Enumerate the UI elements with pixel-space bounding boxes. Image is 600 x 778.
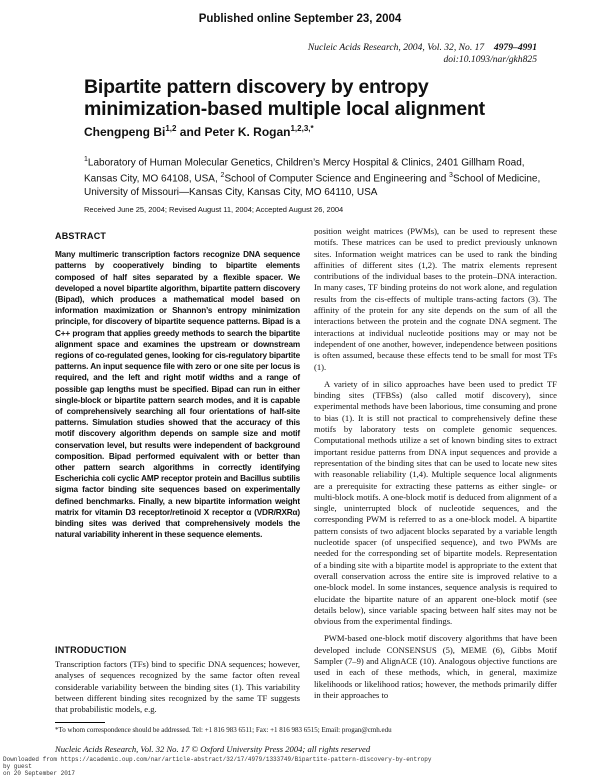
author-name: Chengpeng Bi (84, 125, 166, 139)
affil-sup: 2 (220, 172, 225, 180)
download-line: by guest (3, 763, 32, 770)
download-line: Downloaded from https://academic.oup.com/nar/article-abstract/32/17/4979/1333749/Bipartite-pattern-discovery-by-entropy (3, 756, 432, 763)
paragraph: A variety of in silico approaches have been used to predict TF binding sites (TFBSs) (also called motif discovery), since experimental methods have been laborious, time consuming and prone to bias (1). It is still not practical to comprehensively define these motifs by laboratory tests on complete genomic sequences. Computational methods utilize a set of known binding sites to extract important residue patterns from DNA input sequences and provide a representation of the binding sites that can be used to locate new sites with reasonable reliability (1,4). Multiple sequence local alignments are a prerequisite for extracting these patterns as either single- or multi-block motifs. A one-block motif is deduced from alignment of a single, uninterrupted block of nucleotide sequences, and the corresponding PWM is referred to as a one-block model. A bipartite pattern consists of two adjacent blocks separated by a variable length nucleotide spacer (of unspecified sequence), and two PWMs are needed for the corresponding set of bipartite models. Representation of a binding site with a bipartite model is appropriate to the extent that overall conservation across the entire site is improved relative to a one-block model. In some instances, sequence analysis is required to elucidate the bipartite nature of an apparent one-block motif (see details below), since variable spacing between half sites may not be obvious from the experimental findings. (314, 378, 557, 627)
introduction-body: Transcription factors (TFs) bind to specific DNA sequences; however, analyses of sequences recognized by the same factor often reveal considerable variability between the binding sites (1). This variability between different binding sites recognized by the same TF suggests that probabilistic models, e.g. (55, 659, 300, 715)
introduction-heading: INTRODUCTION (55, 645, 127, 655)
article-title: Bipartite pattern discovery by entropy minimization-based multiple local alignment (84, 76, 485, 120)
left-column (55, 226, 300, 549)
affil-sup: 3 (449, 172, 453, 180)
download-line: on 20 September 2017 (3, 770, 76, 777)
footnote-rule (55, 722, 105, 723)
doi: doi:10.1093/nar/gkh825 (443, 54, 537, 65)
author-affil-sup: 1,2 (165, 124, 177, 133)
author-name: Peter K. Rogan (204, 125, 291, 139)
page-range: 4979–4991 (493, 42, 537, 53)
affiliations (84, 153, 554, 199)
abstract-body: Many multimeric transcription factors recognize DNA sequence patterns by cooperatively binding to bipartite elements composed of half sites separated by a flexible spacer. We developed a novel bipartite algorithm, bipartite pattern discovery (Bipad), which produces a mathematical model based on information maximization or Shannon’s entropy minimization principle, for discovery of bipartite sequence patterns. Bipad is a C++ program that applies greedy methods to search the bipartite alignment space and examines the upstream or downstream regions of co-regulated genes, looking for cis-regulatory bipartite patterns. An input sequence file with zero or one site per locus is required, and the left and right motif widths and a range of possible gap lengths must be specified. Bipad can run in either single-block or bipartite pattern search modes, and it is capable of comprehensively searching all four orientations of half-site patterns. Simulation studies showed that the accuracy of this motif discovery algorithm depends on sample size and motif conservation level, but results were independent of background composition. Bipad performed equivalent with or better than other pattern search algorithms in correctly identifying Escherichia coli cyclic AMP receptor protein and Bacillus subtilis sigma factor binding site sequences based on experimentally defined benchmarks. Finally, a new bipartite information weight matrix for vitamin D3 receptor/retinoid X receptor α (VDR/RXRα) binding sites was derived that comprehensively models the natural variability inherent in these sequence elements. (55, 250, 300, 540)
paragraph: position weight matrices (PWMs), can be used to represent these motifs. These matrices can be used to predict previously unknown sites. Information weight matrices can be used to rank the binding affinities of different sites (1,2). The matrix elements represent contributions of the individual bases to the protein–DNA interaction. In many cases, TF binding proteins do not work alone, and regulation results from the cis-effects of multiple trans-acting factors (3). The affinity of the protein for any site depends on the sum of all the interactions between the protein and the cognate DNA segment. The interactions at individual nucleotide positions may or may not be independent of one another, however, independence between positions is often assumed, because these effects tend to be small for most TFs (1). (314, 226, 557, 372)
correspondence-footnote: *To whom correspondence should be addressed. Tel: +1 816 983 6511; Fax: +1 816 983 6515; Email: progan@cmh.edu (55, 726, 392, 734)
published-online-date: Published online September 23, 2004 (198, 13, 402, 25)
right-column (314, 226, 557, 701)
journal-line: Nucleic Acids Research, 2004, Vol. 32, No. 17 (307, 42, 485, 53)
abstract-heading: ABSTRACT (55, 231, 107, 241)
copyright-line: Nucleic Acids Research, Vol. 32 No. 17 © Oxford University Press 2004; all rights reserved (55, 744, 371, 754)
received-dates: Received June 25, 2004; Revised August 11, 2004; Accepted August 26, 2004 (84, 205, 344, 214)
journal-citation (308, 42, 537, 66)
author-affil-sup: 1,2,3,* (290, 124, 314, 133)
author-separator: and (176, 125, 205, 139)
author-list (84, 124, 314, 139)
download-watermark (3, 756, 431, 777)
paragraph: PWM-based one-block motif discovery algorithms that have been developed include CONSENSUS (5), MEME (6), Gibbs Motif Sampler (7–9) and AlignACE (10). Analogous objective functions are used in each of these methods, which, in general, maximize likelihoods or likelihood ratios; however, the methods primarily differ in their approaches to (314, 633, 557, 700)
introduction-section (55, 640, 300, 715)
affil-text: School of Medicine, University of Missouri—Kansas City, Kansas City, MO 64110, USA (84, 173, 541, 198)
affil-text: Laboratory of Human Molecular Genetics, Children’s Mercy Hospital & Clinics, 2401 Gillham Road, Kansas City, MO 64108, USA, (84, 157, 525, 185)
affil-text: School of Computer Science and Engineering and (224, 173, 450, 185)
affil-sup: 1 (84, 156, 88, 163)
